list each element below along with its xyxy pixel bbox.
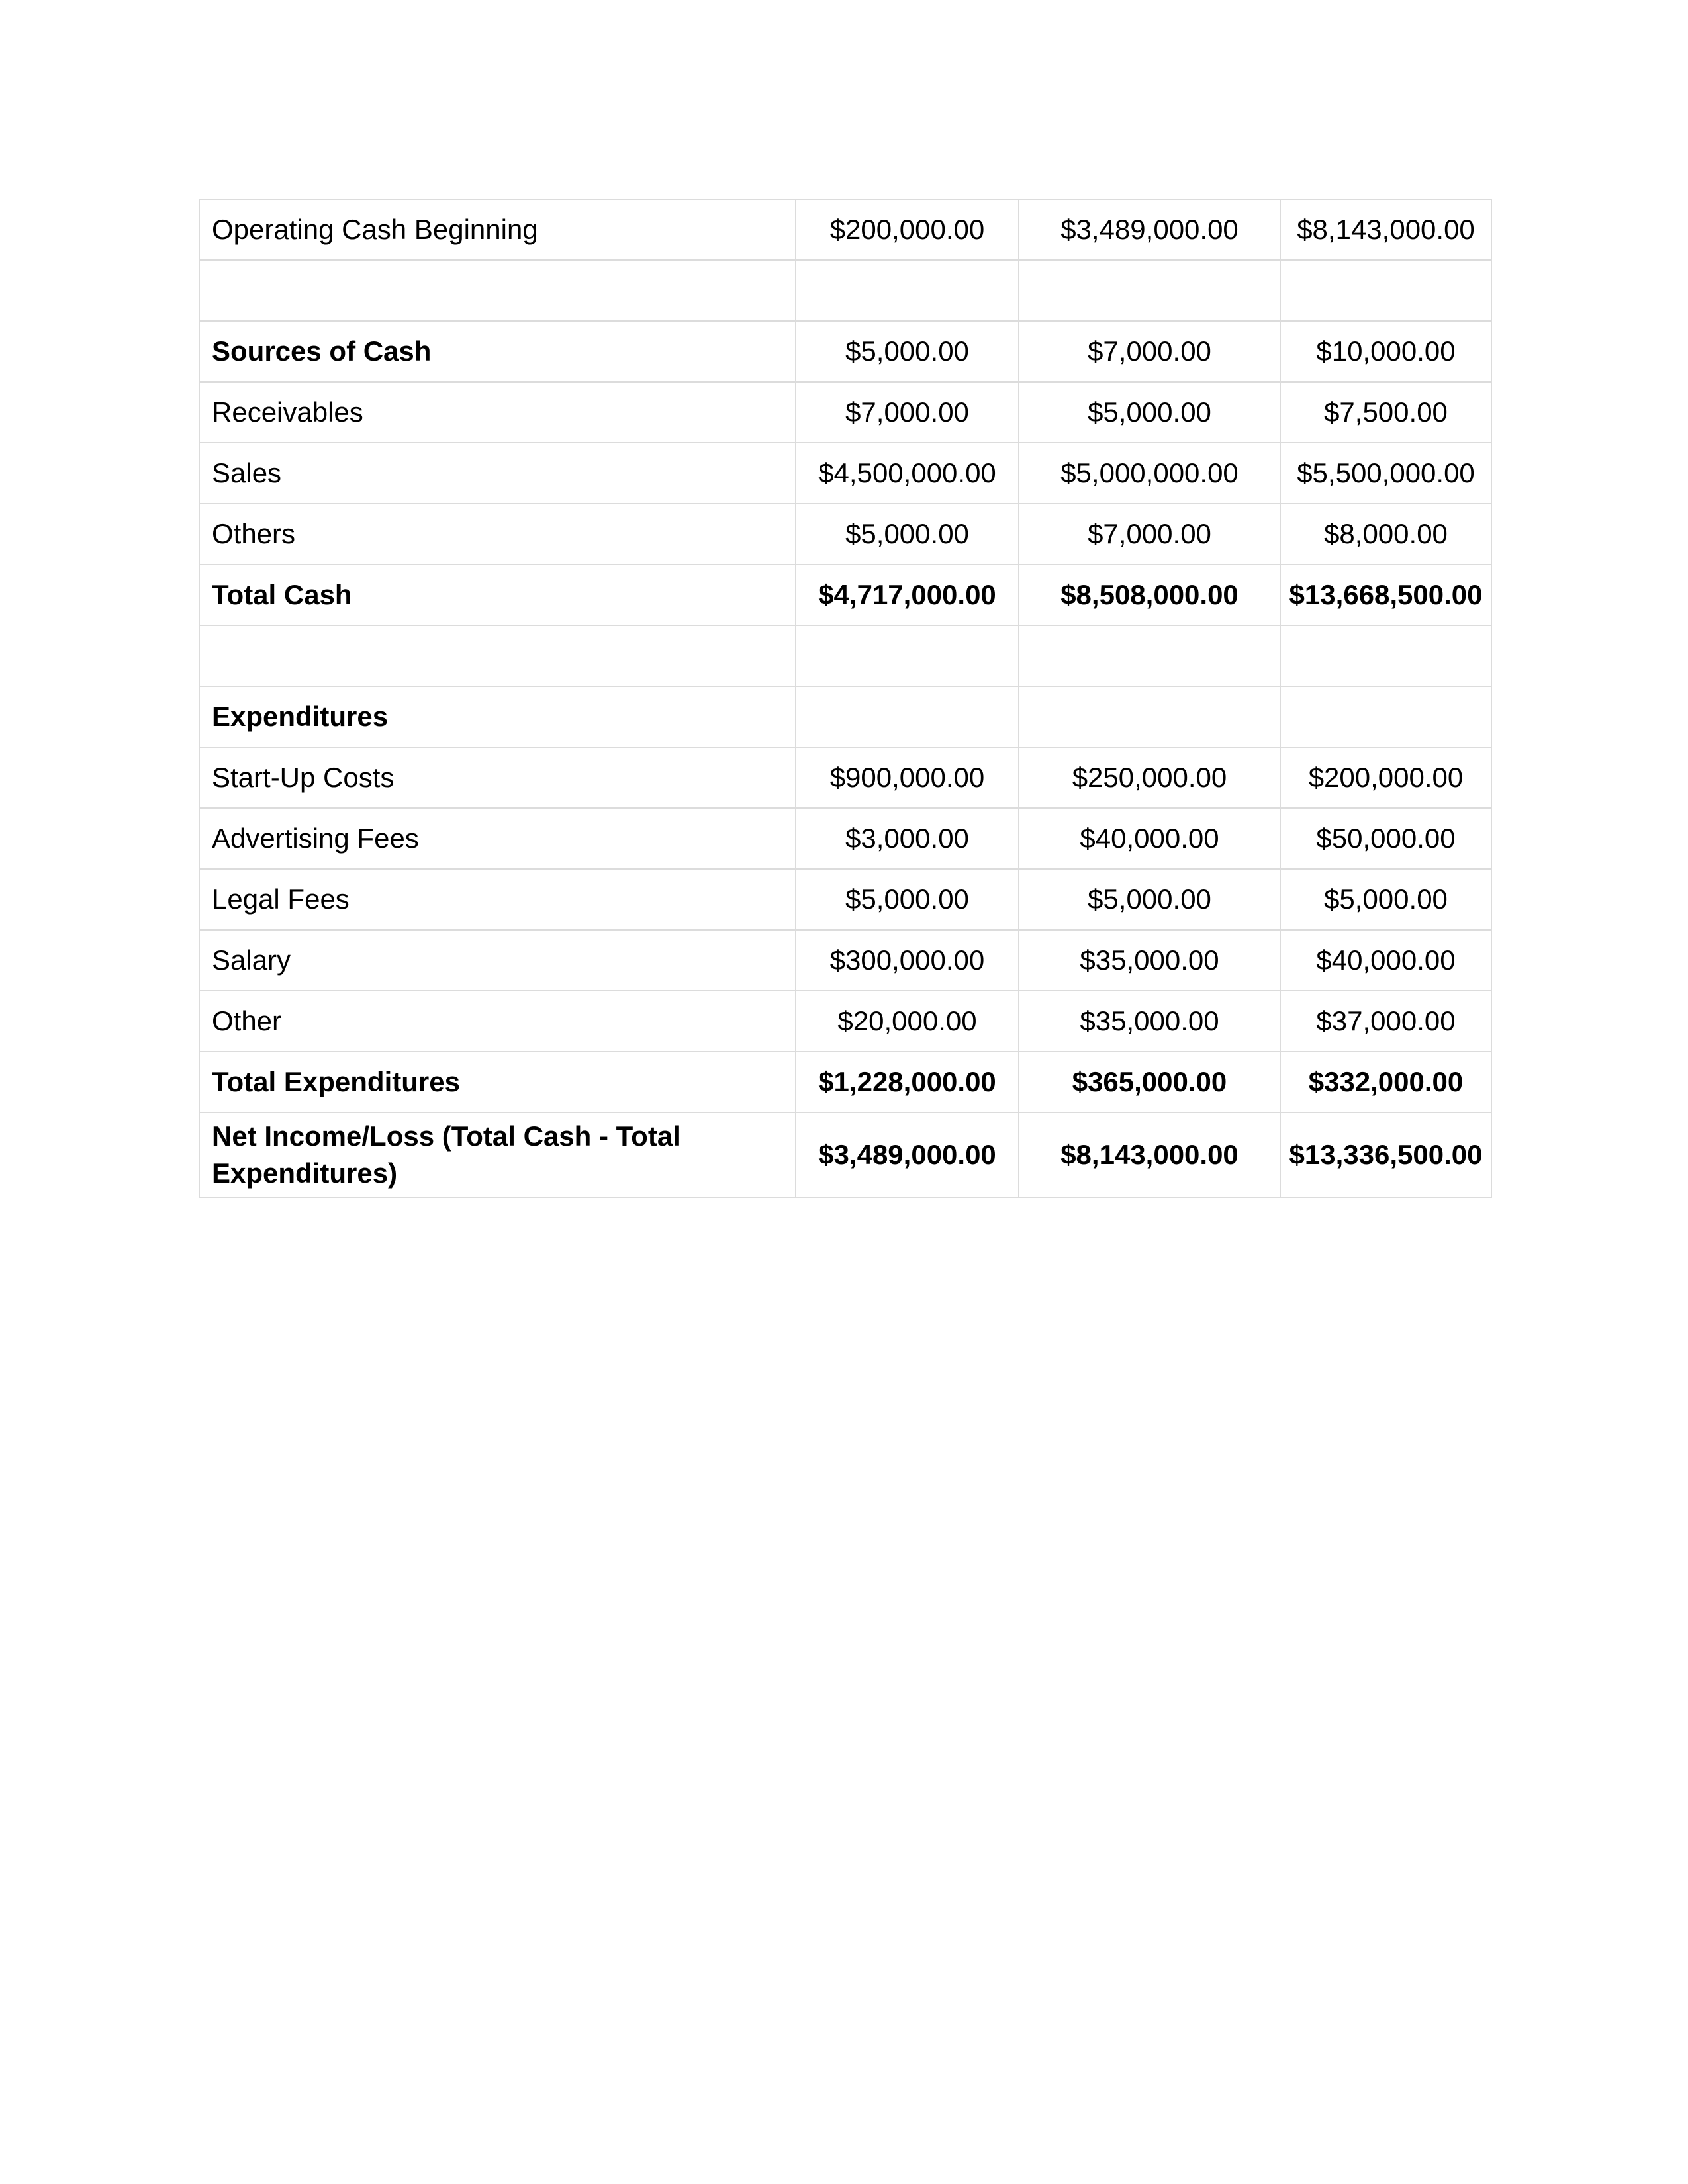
table-row-empty — [199, 625, 1491, 686]
row-label: Salary — [199, 930, 796, 991]
table-row-total-expenditures — [199, 1052, 1491, 1113]
table-row-others — [199, 504, 1491, 565]
empty-cell — [1019, 686, 1280, 747]
cell-value: $50,000.00 — [1280, 808, 1491, 869]
row-label: Legal Fees — [199, 869, 796, 930]
table-row-operating-cash-beginning — [199, 199, 1491, 260]
cell-value: $4,717,000.00 — [796, 565, 1019, 625]
table-row-net-income — [199, 1113, 1491, 1197]
cell-value: $200,000.00 — [796, 199, 1019, 260]
empty-cell — [1280, 260, 1491, 321]
cell-value: $5,500,000.00 — [1280, 443, 1491, 504]
row-label: Operating Cash Beginning — [199, 199, 796, 260]
row-label: Total Expenditures — [199, 1052, 796, 1113]
empty-cell — [796, 686, 1019, 747]
row-label: Start-Up Costs — [199, 747, 796, 808]
empty-cell — [796, 260, 1019, 321]
row-label: Total Cash — [199, 565, 796, 625]
table-row-receivables — [199, 382, 1491, 443]
cell-value: $8,143,000.00 — [1280, 199, 1491, 260]
cell-value: $5,000.00 — [1019, 869, 1280, 930]
cell-value: $1,228,000.00 — [796, 1052, 1019, 1113]
cell-value: $35,000.00 — [1019, 991, 1280, 1052]
cell-value: $5,000.00 — [796, 504, 1019, 565]
cell-value: $3,489,000.00 — [796, 1113, 1019, 1197]
cell-value: $40,000.00 — [1019, 808, 1280, 869]
cell-value: $7,000.00 — [796, 382, 1019, 443]
table-row-salary — [199, 930, 1491, 991]
cell-value: $20,000.00 — [796, 991, 1019, 1052]
empty-cell — [1019, 625, 1280, 686]
cell-value: $37,000.00 — [1280, 991, 1491, 1052]
row-label: Sources of Cash — [199, 321, 796, 382]
empty-cell — [796, 625, 1019, 686]
empty-cell — [1280, 686, 1491, 747]
cell-value: $10,000.00 — [1280, 321, 1491, 382]
table-row-start-up-costs — [199, 747, 1491, 808]
table-row-expenditures-header — [199, 686, 1491, 747]
cell-value: $8,143,000.00 — [1019, 1113, 1280, 1197]
row-label: Receivables — [199, 382, 796, 443]
cell-value: $8,000.00 — [1280, 504, 1491, 565]
cell-value: $7,000.00 — [1019, 504, 1280, 565]
row-label: Other — [199, 991, 796, 1052]
cash-flow-table — [199, 199, 1492, 1198]
cell-value: $250,000.00 — [1019, 747, 1280, 808]
cell-value: $5,000.00 — [796, 869, 1019, 930]
row-label: Advertising Fees — [199, 808, 796, 869]
row-label: Others — [199, 504, 796, 565]
cell-value: $3,000.00 — [796, 808, 1019, 869]
cell-value: $13,336,500.00 — [1280, 1113, 1491, 1197]
cell-value: $332,000.00 — [1280, 1052, 1491, 1113]
table-row-advertising-fees — [199, 808, 1491, 869]
empty-cell — [1280, 625, 1491, 686]
cell-value: $7,500.00 — [1280, 382, 1491, 443]
empty-cell — [1019, 260, 1280, 321]
cell-value: $365,000.00 — [1019, 1052, 1280, 1113]
cell-value: $200,000.00 — [1280, 747, 1491, 808]
cell-value: $4,500,000.00 — [796, 443, 1019, 504]
table-row-legal-fees — [199, 869, 1491, 930]
cell-value: $35,000.00 — [1019, 930, 1280, 991]
cell-value: $7,000.00 — [1019, 321, 1280, 382]
cell-value: $40,000.00 — [1280, 930, 1491, 991]
cell-value: $900,000.00 — [796, 747, 1019, 808]
cell-value: $5,000.00 — [1280, 869, 1491, 930]
table-row-other — [199, 991, 1491, 1052]
cell-value: $5,000,000.00 — [1019, 443, 1280, 504]
cell-value: $8,508,000.00 — [1019, 565, 1280, 625]
empty-cell — [199, 260, 796, 321]
table-row-empty — [199, 260, 1491, 321]
row-label: Net Income/Loss (Total Cash - Total Expenditures) — [199, 1113, 796, 1197]
cell-value: $5,000.00 — [1019, 382, 1280, 443]
table-row-total-cash — [199, 565, 1491, 625]
cell-value: $3,489,000.00 — [1019, 199, 1280, 260]
row-label: Expenditures — [199, 686, 796, 747]
cell-value: $13,668,500.00 — [1280, 565, 1491, 625]
row-label: Sales — [199, 443, 796, 504]
table-row-sources-of-cash — [199, 321, 1491, 382]
table-row-sales — [199, 443, 1491, 504]
cell-value: $300,000.00 — [796, 930, 1019, 991]
cell-value: $5,000.00 — [796, 321, 1019, 382]
empty-cell — [199, 625, 796, 686]
